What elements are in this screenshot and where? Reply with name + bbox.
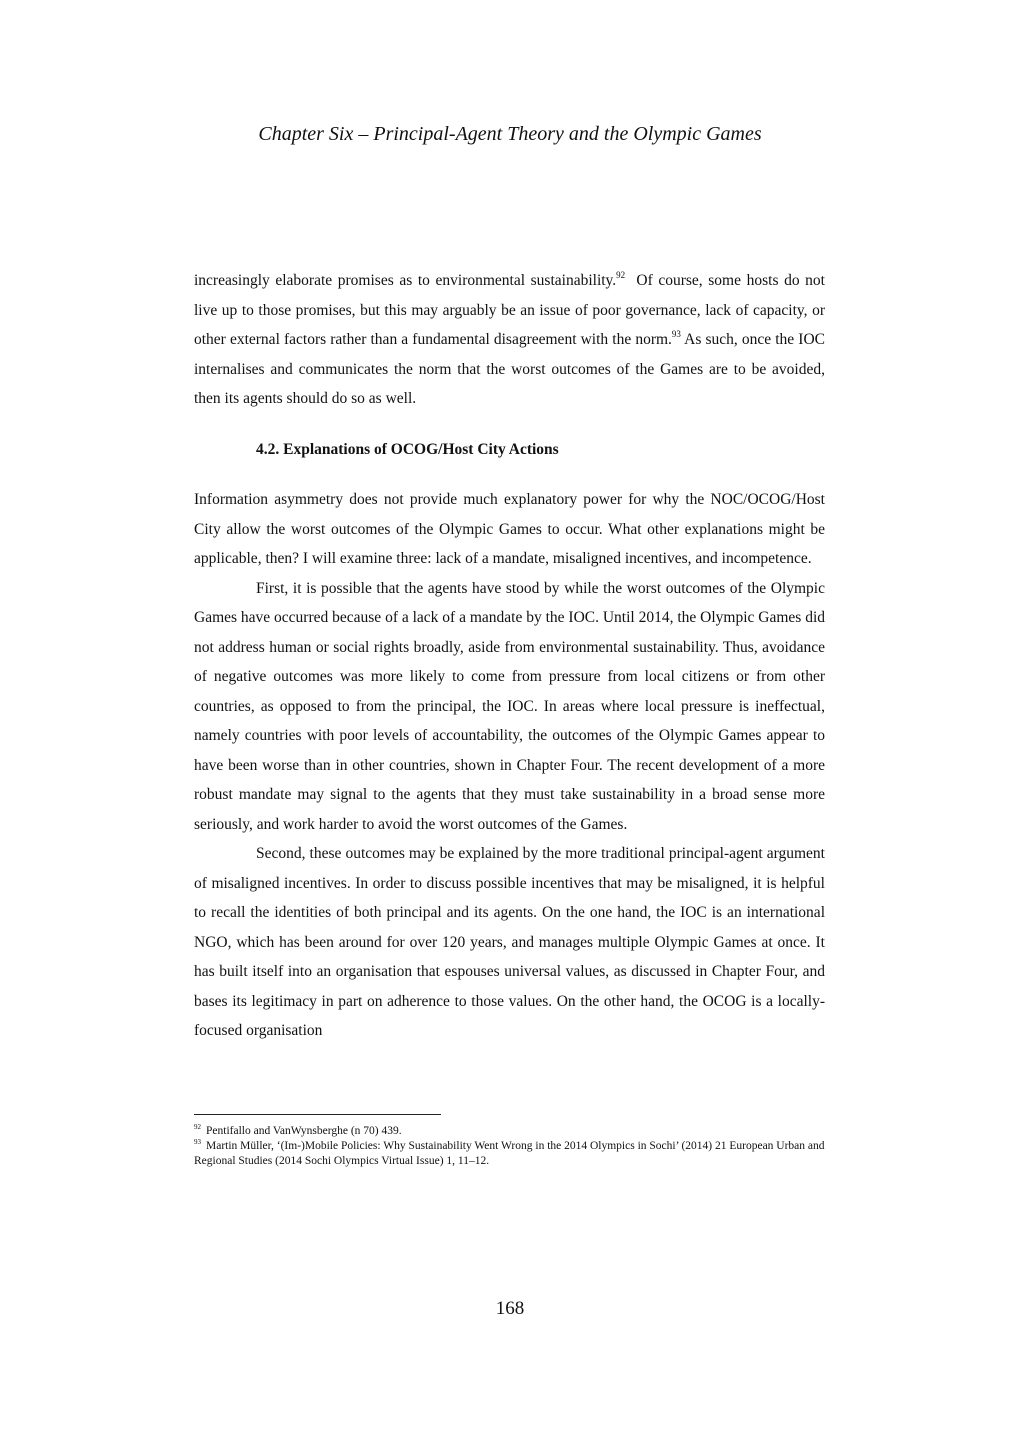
paragraph-2: Information asymmetry does not provide much explanatory power for why the NOC/OCOG/Host City allow the worst outcomes of the Olympic Games to occur. What other explanations might be applicable, then? I will examine three: lack of a mandate, misaligned incentives, and incompetence.: [194, 491, 825, 567]
running-header: Chapter Six – Principal-Agent Theory and the Olympic Games: [258, 123, 762, 145]
footnote-number: 93: [194, 1138, 201, 1146]
paragraph-1: [194, 266, 825, 414]
paragraph-4: Second, these outcomes may be explained by the more traditional principal-agent argument of misaligned incentives. In order to discuss possible incentives that may be misaligned, it is helpful to recall the identities of both principal and its agents. On the one hand, the IOC is an international NGO, which has been around for over 120 years, and manages multiple Olympic Games at once. It has built itself into an organisation that espouses universal values, as discussed in Chapter Four, and bases its legitimacy in part on adherence to those values. On the other hand, the OCOG is a locally-focused organisation: [194, 845, 825, 1039]
footnote-ref-93: 93: [671, 329, 681, 339]
body-text: [194, 266, 825, 1046]
paragraph-3: First, it is possible that the agents have stood by while the worst outcomes of the Olympic Games have occurred because of a lack of a mandate by the IOC. Until 2014, the Olympic Games did not address human or social rights broadly, aside from environmental sustainability. Thus, avoidance of negative outcomes was more likely to come from pressure from local citizens or from other countries, as opposed to from the principal, the IOC. In areas where local pressure is ineffectual, namely countries with poor levels of accountability, the outcomes of the Olympic Games appear to have been worse than in other countries, shown in Chapter Four. The recent development of a more robust mandate may signal to the agents that they must take sustainability in a broad sense more seriously, and work harder to avoid the worst outcomes of the Games.: [194, 579, 825, 833]
footnote-text: Pentifallo and VanWynsberghe (n 70) 439.: [206, 1125, 402, 1137]
footnote-92: [194, 1124, 825, 1139]
footnotes: [194, 1124, 825, 1169]
footnote-number: 92: [194, 1123, 201, 1131]
paragraph-1-text-b: Of course, some hosts do not live up to those promises, but this may arguably be an issue of poor governance, lack of capacity, or other external factors rather than a fundamental disagreement with the norm.: [194, 272, 825, 348]
paragraph-1-text-a: increasingly elaborate promises as to environmental sustainability.: [194, 272, 617, 289]
section-heading: 4.2. Explanations of OCOG/Host City Actions: [256, 440, 559, 458]
paragraph-1-text-c: As such, once the IOC internalises and communicates the norm that the worst outcomes of the Games are to be avoided, then its agents should do so as well.: [194, 331, 825, 407]
footnote-ref-92: 92: [616, 270, 626, 280]
footnote-93: [194, 1139, 825, 1169]
footnote-text: Martin Müller, ‘(Im-)Mobile Policies: Why Sustainability Went Wrong in the 2014 Olympics in Sochi’ (2014) 21 European Urban and Regional Studies (2014 Sochi Olympics Virtual Issue) 1, 11–12.: [194, 1140, 825, 1167]
footnote-separator: [194, 1114, 441, 1115]
page-number: 168: [495, 1298, 525, 1319]
